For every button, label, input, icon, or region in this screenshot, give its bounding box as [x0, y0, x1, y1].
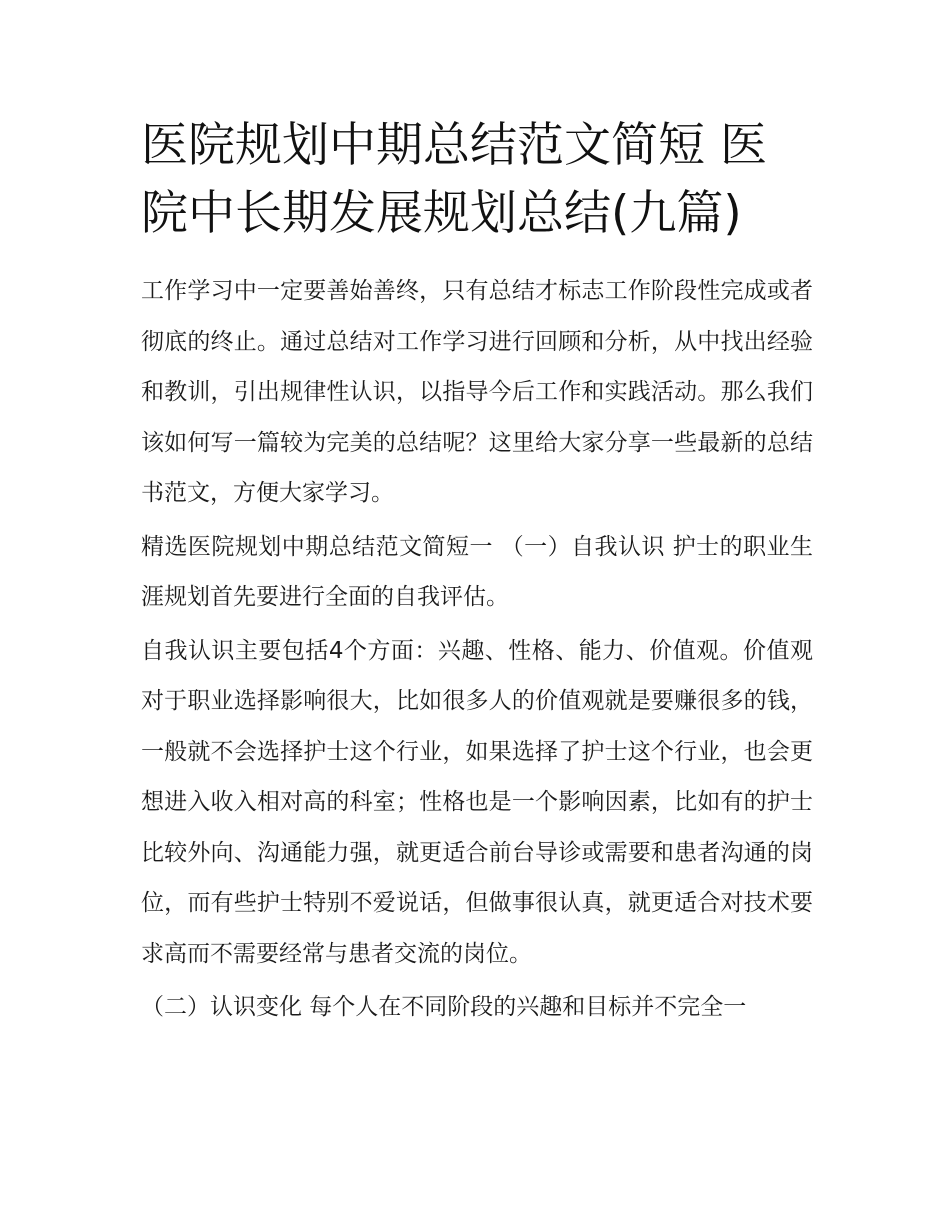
paragraph-section-two: （二）认识变化 每个人在不同阶段的兴趣和目标并不完全一	[141, 994, 747, 1020]
document-page	[141, 112, 813, 1036]
document-body	[141, 266, 813, 1033]
document-title: 医院规划中期总结范文简短 医院中长期发展规划总结(九篇)	[141, 118, 767, 241]
paragraph-section-one: 精选医院规划中期总结范文简短一 （一）自我认识 护士的职业生涯规划首先要进行全面的自我评估。	[141, 533, 813, 610]
paragraph-intro: 工作学习中一定要善始善终，只有总结才标志工作阶段性完成或者彻底的终止。通过总结对工作学习进行回顾和分析，从中找出经验和教训，引出规律性认识，以指导今后工作和实践活动。那么我们该如何写一篇较为完美的总结呢？这里给大家分享一些最新的总结书范文，方便大家学习。	[141, 278, 813, 506]
paragraph-self-awareness: 自我认识主要包括4个方面：兴趣、性格、能力、价值观。价值观对于职业选择影响很大，比如很多人的价值观就是要赚很多的钱，一般就不会选择护士这个行业，如果选择了护士这个行业，也会更想进入收入相对高的科室；性格也是一个影响因素，比如有的护士比较外向、沟通能力强，就更适合前台导诊或需要和患者沟通的岗位，而有些护士特别不爱说话，但做事很认真，就更适合对技术要求高而不需要经常与患者交流的岗位。	[141, 637, 813, 967]
